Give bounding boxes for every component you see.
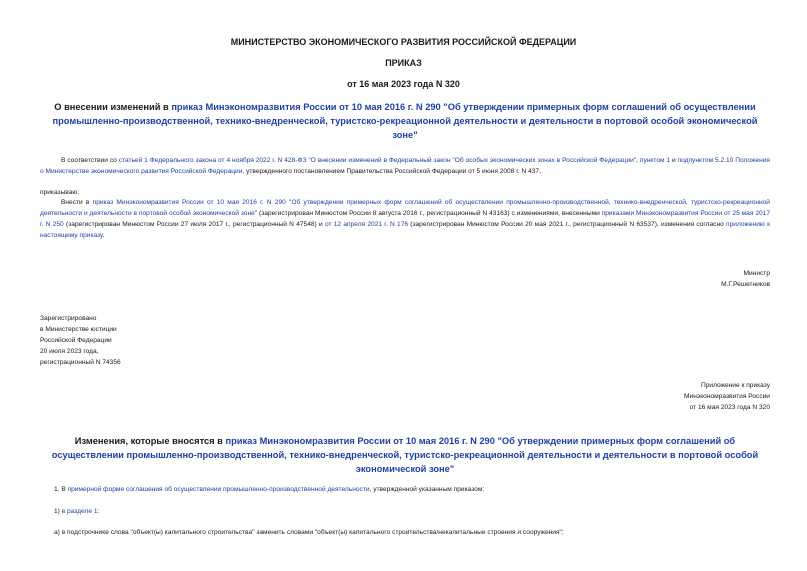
appendix-line: Минэкономразвития России (684, 393, 770, 400)
preamble-text-1: В соответствии со (61, 157, 119, 164)
item-2-text-1: 1) (54, 508, 62, 515)
preamble-link-point-1[interactable]: пунктом 1 (639, 157, 671, 164)
body-link-order-290[interactable]: приказ Минэкономразвития России от 10 мая 2016 г. N 290 "Об утверждении примерных форм соглашений об осуществлении промышленно-производственной, технико-внедренческой, туристско-рекреационной деятельности и деятельности в портовой особой экономической зоне" (40, 199, 770, 217)
preamble-text-2: , (636, 157, 640, 164)
order-word: приказываю: (40, 189, 80, 196)
signature-block (500, 268, 770, 290)
body-link-appendix[interactable]: приложению к настоящему приказу (40, 221, 770, 239)
title-prefix: О внесении изменений в (54, 102, 172, 112)
preamble-text-4: , утвержденного постановлением Правительства Российской Федерации от 5 июня 2008 г. N 437, (242, 168, 541, 175)
appendix-line: Приложение к приказу (700, 382, 770, 389)
preamble-link-subpoint[interactable]: подпунктом 5.2.10 Положения о Министерстве экономического развития Российской Федерации (40, 157, 770, 175)
body-text-1: Внести в (61, 199, 93, 206)
changes-title (40, 434, 770, 476)
body-text-5: . (102, 232, 105, 239)
item-2-link-section-1[interactable]: в разделе 1 (61, 508, 98, 515)
registration-line: 20 июля 2023 года, (40, 348, 99, 355)
item-2 (54, 506, 770, 517)
order-title (40, 100, 770, 142)
preamble-link-law-428[interactable]: статьей 1 Федерального закона от 4 ноября 2022 г. N 428-ФЗ "О внесении изменений в Федеральный закон "Об особых экономических зонах в Российской Федерации" (118, 157, 637, 164)
item-1-text-2: , утвержденной указанным приказом: (369, 486, 485, 493)
registration-line: регистрационный N 74356 (40, 359, 121, 366)
item-1 (54, 484, 770, 495)
signature-name: М.Г.Решетников (721, 281, 770, 288)
body-link-order-250[interactable]: приказами Минэкономразвития России от 25 мая 2017 г. N 250 (40, 210, 770, 228)
item-2-text-2: : (97, 508, 100, 515)
body-text-2: (зарегистрирован Минюстом России 8 августа 2016 г., регистрационный N 43163) с изменениями, внесенными (257, 210, 602, 217)
preamble-text-3: и (670, 157, 678, 164)
doc-date-number: от 16 мая 2023 года N 320 (347, 79, 460, 89)
item-1-text-1: 1. В (54, 486, 68, 493)
body-text-3: (зарегистрирован Минюстом России 27 июля 2017 г., регистрационный N 47548) и (63, 221, 325, 228)
ministry-heading: МИНИСТЕРСТВО ЭКОНОМИЧЕСКОГО РАЗВИТИЯ РОССИЙСКОЙ ФЕДЕРАЦИИ (230, 37, 577, 47)
signature-position: Министр (743, 270, 770, 277)
body-link-order-176[interactable]: от 12 апреля 2021 г. N 176 (324, 221, 409, 228)
registration-block (40, 313, 340, 368)
changes-title-link-order-290[interactable]: приказ Минэкономразвития России от 10 мая 2016 г. N 290 "Об утверждении примерных форм соглашений об осуществлении промышленно-производственной, технико-внедренческой, туристско-рекреационной деятельности и деятельности в портовой особой экономической зоне" (51, 436, 759, 474)
item-3: а) в подстрочнике слова "объект(ы) капитального строительства" заменить словами "объект(ы) капитального строительства/некапитальные строения и сооружения"; (54, 529, 564, 536)
item-1-link-form[interactable]: примерной форме соглашения об осуществлении промышленно-производственной деятельности (67, 486, 370, 493)
appendix-reference (470, 380, 770, 413)
preamble-paragraph (40, 155, 770, 177)
registration-line: в Министерстве юстиции (40, 326, 117, 333)
changes-title-prefix: Изменения, которые вносятся в (74, 436, 226, 446)
appendix-line: от 16 мая 2023 года N 320 (689, 404, 770, 411)
body-text-4: (зарегистрирован Минюстом России 20 мая 2021 г., регистрационный N 63537), изменения согласно (408, 221, 727, 228)
doc-type: ПРИКАЗ (385, 58, 422, 68)
registration-line: Зарегистрировано (40, 315, 97, 322)
registration-line: Российской Федерации (40, 337, 112, 344)
title-link-order-290[interactable]: приказ Минэкономразвития России от 10 мая 2016 г. N 290 "Об утверждении примерных форм соглашений об осуществлении промышленно-производственной, технико-внедренческой, туристско-рекреационной деятельности и деятельности в портовой особой экономической зоне" (52, 102, 758, 140)
body-paragraph (40, 197, 770, 241)
